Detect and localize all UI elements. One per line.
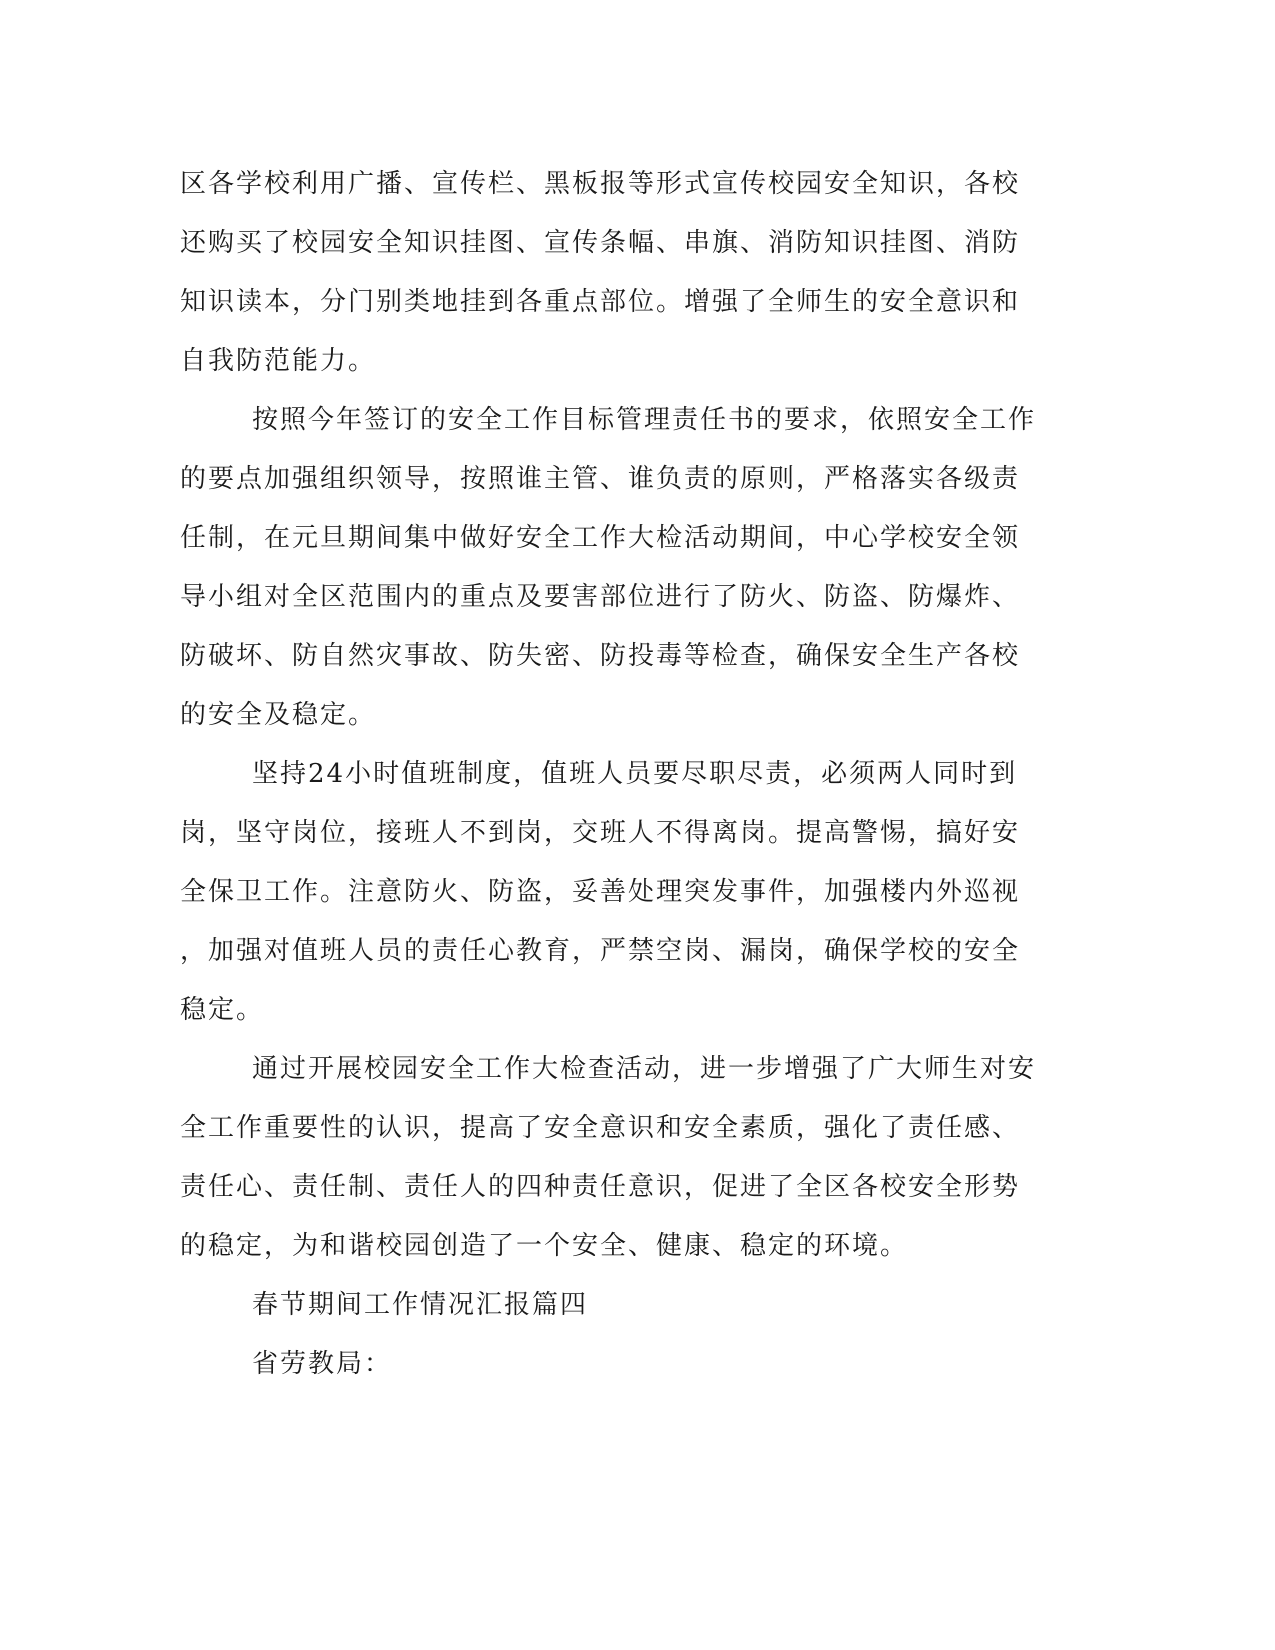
text-line: ，加强对值班人员的责任心教育，严禁空岗、漏岗，确保学校的安全 <box>180 936 1021 966</box>
text-line: 知识读本，分门别类地挂到各重点部位。增强了全师生的安全意识和 <box>180 287 1021 317</box>
text-line: 区各学校利用广播、宣传栏、黑板报等形式宣传校园安全知识，各校 <box>180 169 1021 199</box>
text-line: 岗，坚守岗位，接班人不到岗，交班人不得离岗。提高警惕，搞好安 <box>180 818 1021 848</box>
paragraph-first-line: 坚持24小时值班制度，值班人员要尽职尽责，必须两人同时到 <box>252 759 1018 789</box>
text-line: 导小组对全区范围内的重点及要害部位进行了防火、防盗、防爆炸、 <box>180 582 1021 612</box>
text-line: 全保卫工作。注意防火、防盗，妥善处理突发事件，加强楼内外巡视 <box>180 877 1021 907</box>
text-line: 的稳定，为和谐校园创造了一个安全、健康、稳定的环境。 <box>180 1231 909 1261</box>
text-line: 责任心、责任制、责任人的四种责任意识，促进了全区各校安全形势 <box>180 1172 1021 1202</box>
text-line: 的要点加强组织领导，按照谁主管、谁负责的原则，严格落实各级责 <box>180 464 1021 494</box>
text-line: 的安全及稳定。 <box>180 700 377 730</box>
text-line: 自我防范能力。 <box>180 346 377 376</box>
text-line: 稳定。 <box>180 995 265 1025</box>
text-line: 防破坏、防自然灾事故、防失密、防投毒等检查，确保安全生产各校 <box>180 641 1021 671</box>
paragraph-first-line: 通过开展校园安全工作大检查活动，进一步增强了广大师生对安 <box>252 1054 1037 1084</box>
text-line: 全工作重要性的认识，提高了安全意识和安全素质，强化了责任感、 <box>180 1113 1021 1143</box>
salutation: 省劳教局： <box>252 1349 393 1379</box>
section-heading: 春节期间工作情况汇报篇四 <box>252 1290 589 1320</box>
text-line: 任制，在元旦期间集中做好安全工作大检活动期间，中心学校安全领 <box>180 523 1021 553</box>
paragraph-first-line: 按照今年签订的安全工作目标管理责任书的要求，依照安全工作 <box>252 405 1037 435</box>
text-line: 还购买了校园安全知识挂图、宣传条幅、串旗、消防知识挂图、消防 <box>180 228 1021 258</box>
document-body <box>180 155 1037 1394</box>
